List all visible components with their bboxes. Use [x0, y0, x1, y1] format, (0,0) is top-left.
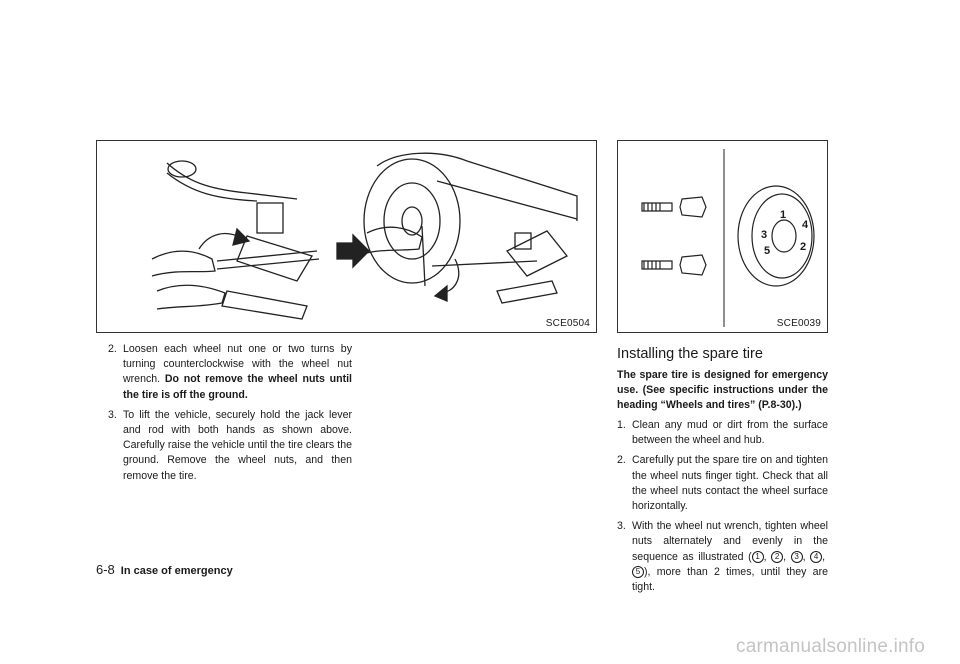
sequence-marker: 3 — [791, 551, 803, 563]
nut-marker-5: 5 — [764, 245, 771, 257]
page-number: 6-8 — [96, 562, 115, 577]
watermark: carmanualsonline.info — [736, 636, 926, 657]
figure-code-left: SCE0504 — [545, 318, 590, 329]
step-3-lift: 3. To lift the vehicle, securely hold the jack lever and rod with both hands as shown above. Carefully raise the vehicle until the tire clears the ground. Remove the wheel nuts, and then remove the tire. — [108, 408, 352, 482]
jack-illustration — [97, 141, 598, 334]
step-2-install: 2. Carefully put the spare tire on and tighten the wheel nuts finger tight. Check that all the wheel nuts contact the wheel surface horizontally. — [617, 454, 828, 513]
sequence-marker: 2 — [771, 551, 783, 563]
section-heading: Installing the spare tire — [617, 346, 763, 362]
nut-marker-1: 1 — [780, 209, 787, 221]
page-footer — [96, 562, 233, 577]
nut-marker-4: 4 — [802, 219, 809, 231]
nut-marker-3: 3 — [761, 229, 768, 241]
nut-marker-2: 2 — [800, 241, 807, 253]
left-step-list — [108, 342, 352, 489]
step-1-clean: 1. Clean any mud or dirt from the surface between the wheel and hub. — [617, 419, 828, 447]
spare-tire-notice: The spare tire is designed for emergency use. (See specific instructions under the heading “Wheels and tires” (P.8-30).) — [617, 369, 828, 412]
figure-code-right: SCE0039 — [776, 318, 821, 329]
wheel-nut-illustration — [618, 141, 829, 334]
right-step-list — [617, 418, 828, 600]
footer-section-title: In case of emergency — [120, 565, 233, 577]
sequence-marker: 5 — [632, 566, 644, 578]
sequence-marker: 1 — [752, 551, 764, 563]
jack-figure — [96, 140, 597, 333]
step-3-tighten: 3. With the wheel nut wrench, tighten wheel nuts alternately and evenly in the sequence as illustrated ( 1 , 2 , 3 , 4 , 5 ), more than 2 times, until they are tight. — [617, 520, 829, 594]
sequence-marker: 4 — [810, 551, 822, 563]
step-2-loosen: 2. Loosen each wheel nut one or two turns by turning counterclockwise with the wheel nut wrench. Do not remove the wheel nuts until the tire is off the ground. — [108, 343, 352, 401]
spare-tire-figure — [617, 140, 828, 333]
